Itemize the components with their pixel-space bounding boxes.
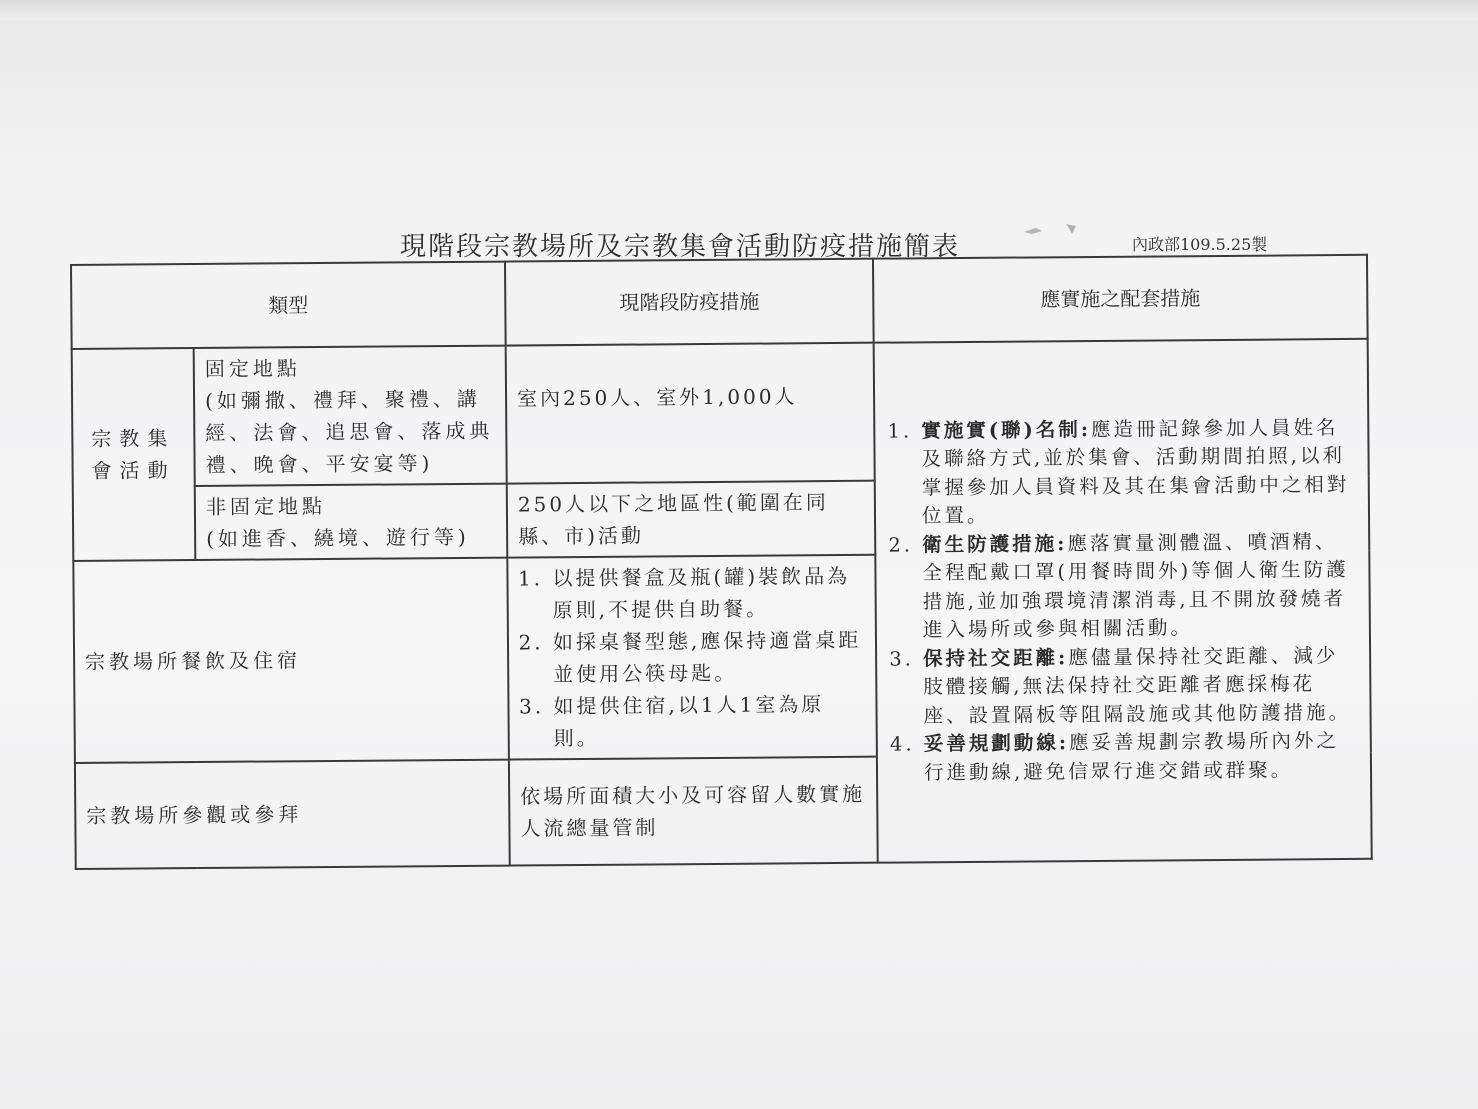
supporting-item-heading: 實施實(聯)名制: — [921, 417, 1092, 443]
measure-dining — [507, 555, 877, 760]
dining-measure-item: 2. 如採桌餐型態,應保持適當桌距並使用公筷母匙。 — [553, 624, 865, 690]
header-current-measures: 現階段防疫措施 — [505, 259, 874, 346]
measure-nonfixed-location: 250人以下之地區性(範圍在同縣、市)活動 — [507, 481, 876, 558]
supporting-item — [923, 642, 1360, 731]
supporting-item — [924, 727, 1360, 787]
dining-measure-item: 1. 以提供餐盒及瓶(罐)裝飲品為原則,不提供自助餐。 — [552, 560, 864, 626]
header-row — [71, 255, 1368, 349]
sub-fixed-location — [194, 346, 507, 486]
supporting-item-text: 應儘量保持社交距離、減少肢體接觸,無法保持社交距離者應採梅花座、設置隔板等阻隔設施或其他防護措施。 — [923, 643, 1352, 728]
document-title: 現階段宗教場所及宗教集會活動防疫措施簡表 — [400, 232, 961, 262]
supporting-measures-list — [887, 414, 1360, 788]
header-type: 類型 — [71, 262, 506, 349]
supporting-item-text: 應造冊記錄參加人員姓名及聯絡方式,並於集會、活動期間拍照,以利掌握參加人員資料及其在集會活動中之相對位置。 — [921, 415, 1350, 528]
category-visiting: 宗教場所參觀或參拜 — [75, 760, 510, 869]
issuer-stamp: 內政部109.5.25製 — [1132, 235, 1268, 254]
category-dining: 宗教場所餐飲及住宿 — [73, 558, 509, 763]
category-gathering: 宗教集會活動 — [72, 348, 196, 561]
header-supporting-measures: 應實施之配套措施 — [873, 255, 1368, 343]
measures-table — [70, 254, 1373, 870]
row-gathering-fixed — [72, 339, 1369, 487]
fixed-location-detail: (如彌撒、禮拜、聚禮、講經、法會、追思會、落成典禮、晚會、平安宴等) — [204, 386, 494, 477]
supporting-item-text: 應妥善規劃宗教場所內外之行進動線,避免信眾行進交錯或群聚。 — [923, 729, 1340, 785]
supporting-item-text: 應落實量測體溫、噴酒精、全程配戴口罩(用餐時間外)等個人衛生防護措施,並加強環境清潔消毒,且不開放發燒者進入場所或參與相關活動。 — [922, 529, 1349, 642]
ink-smudge — [1022, 222, 1082, 238]
dining-measures-list — [518, 560, 865, 755]
sub-nonfixed-location — [195, 484, 508, 560]
fixed-location-name: 固定地點 — [204, 356, 301, 381]
supporting-item-heading: 衛生防護措施: — [922, 531, 1068, 557]
supporting-item — [921, 414, 1358, 531]
nonfixed-location-name: 非固定地點 — [205, 493, 327, 519]
measure-visiting: 依場所面積大小及可容留人數實施人流總量管制 — [509, 757, 878, 866]
nonfixed-location-detail: (如進香、繞境、遊行等) — [206, 524, 470, 551]
supporting-item-heading: 保持社交距離: — [923, 645, 1069, 671]
supporting-item-heading: 妥善規劃動線: — [923, 731, 1070, 756]
measure-fixed-location: 室內250人、室外1,000人 — [506, 343, 875, 484]
dining-measure-item: 3. 如提供住宿,以1人1室為原則。 — [553, 688, 865, 754]
supporting-measures-cell — [874, 339, 1372, 863]
supporting-item — [922, 528, 1359, 645]
